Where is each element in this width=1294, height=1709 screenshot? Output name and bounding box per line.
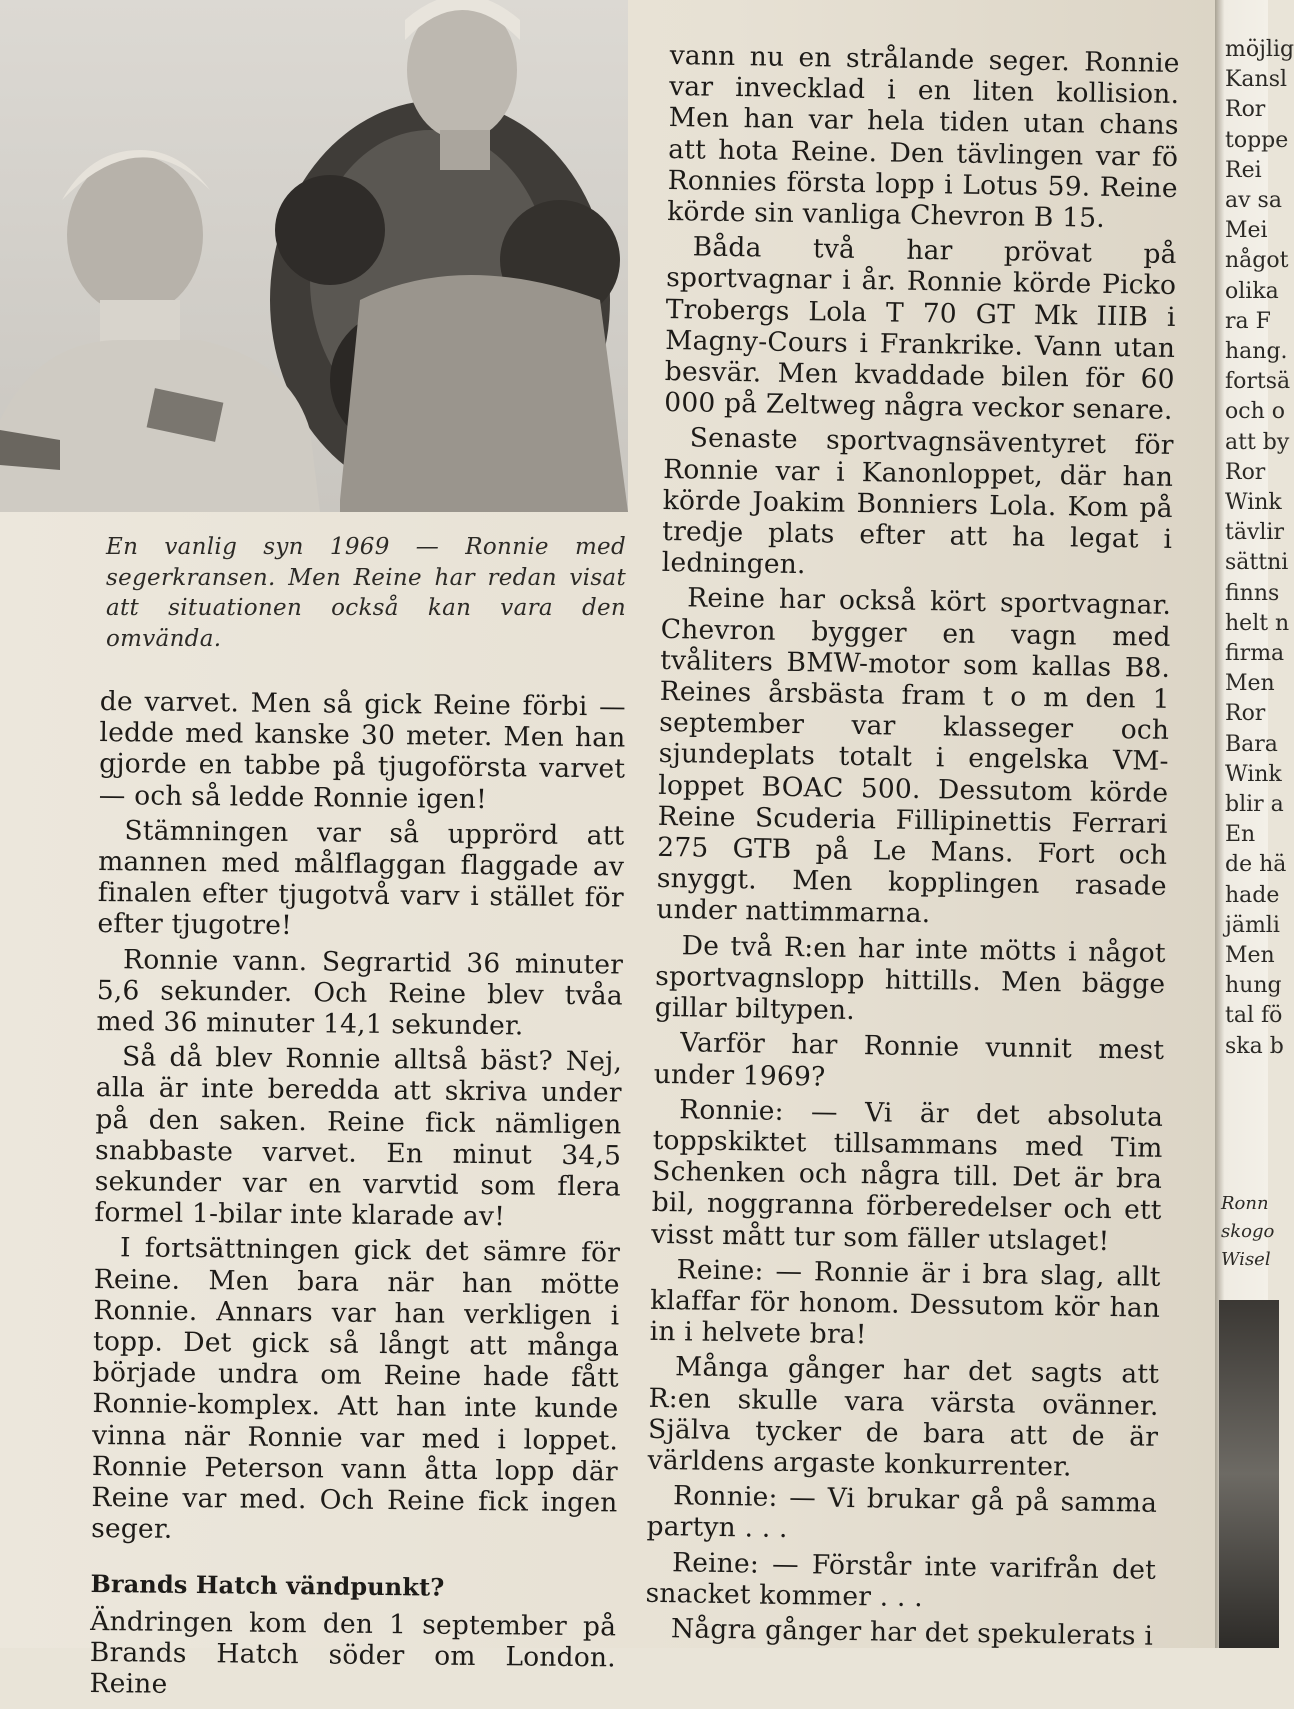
paragraph: Ronnie: — Vi är det absoluta toppskiktet tillsammans med Tim Schenken och några till. Det är bra bil, noggranna förberedelser och ett visst mått tur som fäller utslaget!	[651, 1093, 1164, 1257]
adjacent-text-fragment: toppe	[1225, 127, 1289, 153]
adjacent-text-fragment: Ror	[1225, 701, 1266, 727]
adjacent-text-fragment: sättni	[1225, 550, 1289, 576]
adjacent-text-fragment: Kansl	[1225, 67, 1288, 93]
photo-caption: En vanlig syn 1969 — Ronnie med segerkransen. Men Reine har redan visat att situationen också kan vara den omvända.	[106, 534, 626, 652]
adjacent-text-fragment: hang.	[1225, 339, 1288, 364]
adjacent-text-fragment: fortsä	[1225, 369, 1291, 395]
paragraph: vann nu en strålande seger. Ronnie var invecklad i en liten kollision. Men han var hela tiden utan chans att hota Reine. Den tävlingen var fö Ronnies första lopp i Lotus 59. Reine körde sin vanliga Chevron B 15.	[667, 40, 1180, 234]
paragraph: De två R:en har inte mötts i något sportvagnslopp hittills. Men bägge gillar biltypen.	[654, 929, 1166, 1027]
paragraph: Ronnie: — Vi brukar gå på samma partyn . . .	[646, 1480, 1158, 1545]
adjacent-text-fragment: Rei	[1225, 157, 1262, 183]
paragraph: Så då blev Ronnie alltså bäst? Nej, alla är inte beredda att skriva under på den saken. Reine fick nämligen snabbaste varvet. En minut 34,5 sekunder var en varvtid som flera formel 1-bilar inte klarade av!	[94, 1041, 623, 1233]
race-photo	[0, 0, 628, 512]
adjacent-text-fragment: ra F	[1225, 308, 1271, 334]
adjacent-caption-fragment: skogo	[1221, 1221, 1275, 1242]
paragraph: de varvet. Men så gick Reine förbi — ledde med kanske 30 meter. Men han gjorde en tabbe på tjugoförsta varvet — och så ledde Ronnie igen!	[98, 686, 626, 815]
paragraph: Varför har Ronnie vunnit mest under 1969?	[653, 1027, 1165, 1093]
adjacent-text-fragment: Mei	[1225, 218, 1268, 244]
adjacent-text-fragment: Men	[1225, 671, 1275, 697]
adjacent-text-fragment: och o	[1225, 399, 1285, 425]
paragraph: Reine har också kört sportvagnar. Chevron bygger en vagn med tvåliters BMW-motor som kallas B8. Reines årsbästa fram t o m den 1 september var klasseger och sjundeplats totalt i engelska VM-loppet BOAC 500. Dessutom körde Reine Scuderia Fillipinettis Ferrari 275 GTB på Le Mans. Fort och snyggt. Men kopplingen rasade under nattimmarna.	[656, 582, 1172, 930]
paragraph: Stämningen var så upprörd att mannen med målflaggan flaggade av finalen efter tjugotvå varv i stället för efter tjugotre!	[97, 815, 625, 942]
adjacent-text-fragment: En	[1225, 822, 1256, 848]
paragraph: Reine: — Förstår inte varifrån det snacket kommer . . .	[645, 1546, 1157, 1613]
adjacent-caption-fragment: Wisel	[1221, 1249, 1271, 1270]
adjacent-page-photo	[1219, 1300, 1279, 1648]
adjacent-page-edge	[1215, 0, 1294, 1648]
adjacent-text-fragment: firma	[1225, 641, 1285, 666]
adjacent-caption-fragment: Ronn	[1221, 1193, 1269, 1214]
photo-illustration	[0, 0, 628, 512]
article-column-left	[89, 686, 626, 1709]
subheading: Brands Hatch vändpunkt?	[90, 1569, 445, 1603]
paragraph: Reine: — Ronnie är i bra slag, allt klaffar för honom. Dessutom kör han in i helvete bra!	[649, 1253, 1161, 1351]
paragraph: Båda två har prövat på sportvagnar i år. Ronnie körde Picko Trobergs Lola T 70 GT Mk IIIB i Magny-Cours i Frankrike. Vann utan besvär. Men kvaddade bilen för 60 000 på Zeltweg några veckor senare.	[664, 231, 1177, 427]
adjacent-text-fragment: ska b	[1225, 1033, 1284, 1059]
paragraph: Ändringen kom den 1 september på Brands Hatch söder om London. Reine	[89, 1605, 617, 1700]
paragraph: Senaste sportvagnsäventyret för Ronnie var i Kanonloppet, där han körde Joakim Bonniers Lola. Kom på tredje plats efter att ha legat i ledningen.	[661, 422, 1174, 581]
adjacent-text-fragment: Bara	[1225, 731, 1278, 757]
adjacent-text-fragment: helt n	[1225, 610, 1290, 636]
paragraph: I fortsättningen gick det sämre för Reine. Men bara när han mötte Ronnie. Annars var han verkligen i topp. Det gick så långt att många började undra om Reine hade fått Ronnie-komplex. Att han inte kunde vinna när Ronnie var med i loppet. Ronnie Peterson vann åtta lopp där Reine var med. Och Reine fick ingen seger.	[91, 1232, 621, 1546]
adjacent-text-fragment: de hä	[1225, 852, 1287, 878]
adjacent-text-fragment: Wink	[1225, 490, 1282, 515]
adjacent-page-caption	[1221, 1190, 1274, 1274]
adjacent-text-fragment: blir a	[1225, 792, 1284, 817]
adjacent-text-fragment: finns	[1225, 580, 1280, 606]
adjacent-text-fragment: hung	[1225, 973, 1282, 999]
adjacent-text-fragment: tal fö	[1225, 1003, 1283, 1029]
adjacent-text-fragment: av sa	[1225, 188, 1282, 213]
adjacent-text-fragment: Ror	[1225, 459, 1266, 485]
paragraph: Många gånger har det sagts att R:en skulle vara värsta ovänner. Själva tycker de bara att de är världens argaste konkurrenter.	[647, 1351, 1160, 1483]
adjacent-text-fragment: jämli	[1225, 912, 1280, 938]
adjacent-text-fragment: Men	[1225, 943, 1275, 968]
adjacent-text-fragment: möjlig	[1225, 37, 1294, 62]
adjacent-text-fragment: Wink	[1225, 761, 1282, 787]
paragraph: Ronnie vann. Segrartid 36 minuter 5,6 sekunder. Och Reine blev tvåa med 36 minuter 14,1 sekunder.	[96, 943, 624, 1042]
article-column-right	[645, 40, 1180, 1656]
adjacent-text-fragment: något	[1225, 248, 1289, 274]
adjacent-text-fragment: olika	[1225, 278, 1279, 304]
adjacent-text-fragment: att by	[1225, 429, 1290, 455]
adjacent-text-fragment: Ror	[1225, 97, 1266, 123]
paragraph: Några gånger har det spekulerats i	[670, 1613, 1154, 1652]
adjacent-text-fragment: tävlir	[1225, 520, 1284, 546]
adjacent-text-fragment: hade	[1225, 882, 1280, 908]
